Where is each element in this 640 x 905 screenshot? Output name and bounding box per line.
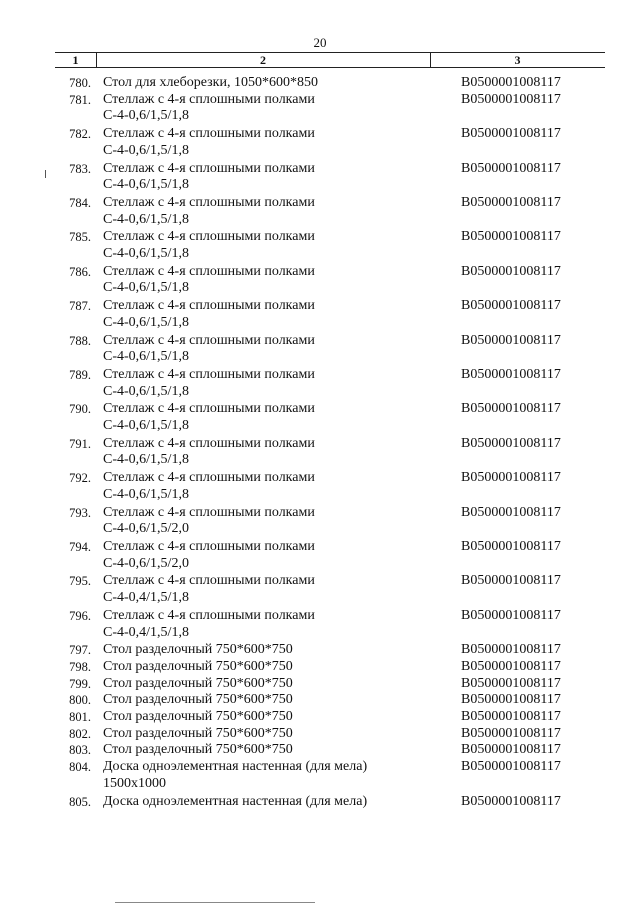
item-name <box>103 692 461 709</box>
table-row <box>0 92 640 125</box>
row-number: 782. <box>69 127 91 142</box>
item-model-line: С-4-0,6/1,5/1,8 <box>103 177 189 193</box>
item-name <box>103 608 461 641</box>
item-model-line: С-4-0,6/1,5/1,8 <box>103 418 189 434</box>
table-row <box>0 742 640 759</box>
item-model-line: С-4-0,6/1,5/1,8 <box>103 211 189 227</box>
item-name <box>103 264 461 297</box>
row-number: 790. <box>69 402 91 417</box>
item-name <box>103 126 461 159</box>
row-number: 797. <box>69 643 91 658</box>
item-name-line: Стеллаж с 4-я сплошными полками <box>103 470 315 486</box>
item-code: В0500001008117 <box>461 75 561 90</box>
item-code: В0500001008117 <box>461 642 561 658</box>
page-number: 20 <box>313 35 327 50</box>
item-name-line: Стол для хлеборезки, 1050*600*850 <box>103 75 318 90</box>
item-code: В0500001008117 <box>461 573 561 589</box>
item-code: В0500001008117 <box>461 91 561 107</box>
table-row <box>0 608 640 641</box>
item-code: В0500001008117 <box>461 692 561 708</box>
item-name <box>103 539 461 572</box>
item-name-line: Стеллаж с 4-я сплошными полками <box>103 504 315 520</box>
item-name <box>103 436 461 469</box>
item-code: В0500001008117 <box>461 401 561 417</box>
item-name-line: Стеллаж с 4-я сплошными полками <box>103 298 315 314</box>
item-code: В0500001008117 <box>461 607 561 623</box>
item-code: В0500001008117 <box>461 470 561 486</box>
item-model-line: С-4-0,4/1,5/1,8 <box>103 590 189 606</box>
item-code: В0500001008117 <box>461 298 561 314</box>
item-name-line: Стеллаж с 4-я сплошными полками <box>103 194 315 210</box>
table-row <box>0 759 640 792</box>
item-model-line: С-4-0,6/1,5/1,8 <box>103 452 189 468</box>
row-number: 792. <box>69 471 91 486</box>
item-code: В0500001008117 <box>461 538 561 554</box>
table-row <box>0 126 640 159</box>
item-name-line: Стеллаж с 4-я сплошными полками <box>103 401 315 417</box>
row-number: 799. <box>69 676 91 691</box>
scan-mark <box>45 170 46 178</box>
item-name <box>103 742 461 759</box>
table-row <box>0 298 640 331</box>
table-row <box>0 401 640 434</box>
row-number: 794. <box>69 539 91 554</box>
table-row <box>0 229 640 262</box>
item-model-line: С-4-0,6/1,5/2,0 <box>103 521 189 537</box>
item-code: В0500001008117 <box>461 160 561 176</box>
item-name <box>103 709 461 726</box>
item-model-line: С-4-0,6/1,5/1,8 <box>103 280 189 296</box>
row-number: 800. <box>69 693 91 708</box>
item-model-line: С-4-0,6/1,5/1,8 <box>103 108 189 124</box>
table-row <box>0 692 640 709</box>
item-model-line: С-4-0,6/1,5/1,8 <box>103 246 189 262</box>
item-name-line: Стеллаж с 4-я сплошными полками <box>103 435 315 451</box>
table-row <box>0 367 640 400</box>
item-name <box>103 298 461 331</box>
item-model-line: 1500х1000 <box>103 775 166 791</box>
item-name <box>103 470 461 503</box>
row-number: 789. <box>69 367 91 382</box>
table-row <box>0 75 640 92</box>
row-number: 801. <box>69 710 91 725</box>
row-number: 788. <box>69 333 91 348</box>
row-number: 784. <box>69 195 91 210</box>
table-row <box>0 264 640 297</box>
item-model-line: С-4-0,6/1,5/1,8 <box>103 314 189 330</box>
item-code: В0500001008117 <box>461 263 561 279</box>
item-model-line: С-4-0,6/1,5/1,8 <box>103 142 189 158</box>
table-row <box>0 161 640 194</box>
row-number: 804. <box>69 760 91 775</box>
item-name-line: Стеллаж с 4-я сплошными полками <box>103 366 315 382</box>
table-body <box>0 75 640 810</box>
scan-mark <box>115 902 315 903</box>
item-name <box>103 505 461 538</box>
row-number: 805. <box>69 794 91 809</box>
item-name-line: Стеллаж с 4-я сплошными полками <box>103 538 315 554</box>
item-model-line: С-4-0,4/1,5/1,8 <box>103 624 189 640</box>
item-model-line: С-4-0,6/1,5/2,0 <box>103 555 189 571</box>
item-name-line: Стеллаж с 4-я сплошными полками <box>103 91 315 107</box>
item-code: В0500001008117 <box>461 675 561 691</box>
table-row <box>0 470 640 503</box>
row-number: 795. <box>69 574 91 589</box>
item-code: В0500001008117 <box>461 504 561 520</box>
item-name <box>103 367 461 400</box>
row-number: 802. <box>69 726 91 741</box>
item-name-line: Стеллаж с 4-я сплошными полками <box>103 263 315 279</box>
item-model-line: С-4-0,6/1,5/1,8 <box>103 383 189 399</box>
table-row <box>0 676 640 693</box>
header-col-1: 1 <box>72 53 79 67</box>
row-number: 783. <box>69 161 91 176</box>
item-name <box>103 676 461 693</box>
item-code: В0500001008117 <box>461 194 561 210</box>
item-code: В0500001008117 <box>461 759 561 775</box>
table-row <box>0 709 640 726</box>
item-code: В0500001008117 <box>461 229 561 245</box>
item-code: В0500001008117 <box>461 793 561 809</box>
item-name <box>103 659 461 676</box>
table-row <box>0 539 640 572</box>
item-name <box>103 759 461 792</box>
table-row <box>0 573 640 606</box>
table-row <box>0 333 640 366</box>
row-number: 803. <box>69 743 91 758</box>
item-code: В0500001008117 <box>461 725 561 741</box>
item-name-line: Стол разделочный 750*600*750 <box>103 709 293 725</box>
table-row <box>0 642 640 659</box>
item-name-line: Доска одноэлементная настенная (для мела) <box>103 759 368 775</box>
item-code: В0500001008117 <box>461 709 561 725</box>
table-row <box>0 505 640 538</box>
item-name-line: Стеллаж с 4-я сплошными полками <box>103 607 315 623</box>
row-number: 791. <box>69 436 91 451</box>
item-name-line: Стол разделочный 750*600*750 <box>103 742 293 758</box>
header-col-3: 3 <box>514 53 521 67</box>
item-name-line: Стол разделочный 750*600*750 <box>103 658 293 674</box>
item-name <box>103 401 461 434</box>
item-code: В0500001008117 <box>461 332 561 348</box>
item-name <box>103 333 461 366</box>
row-number: 796. <box>69 608 91 623</box>
item-name-line: Стол разделочный 750*600*750 <box>103 692 293 708</box>
row-number: 787. <box>69 299 91 314</box>
item-model-line: С-4-0,6/1,5/1,8 <box>103 486 189 502</box>
table-row <box>0 195 640 228</box>
item-code: В0500001008117 <box>461 366 561 382</box>
item-name-line: Стеллаж с 4-я сплошными полками <box>103 229 315 245</box>
row-number: 793. <box>69 505 91 520</box>
item-name-line: Доска одноэлементная настенная (для мела) <box>103 793 368 809</box>
row-number: 780. <box>69 76 91 90</box>
item-name-line: Стеллаж с 4-я сплошными полками <box>103 126 315 142</box>
item-name <box>103 573 461 606</box>
item-name-line: Стол разделочный 750*600*750 <box>103 675 293 691</box>
row-number: 786. <box>69 264 91 279</box>
item-name <box>103 794 461 811</box>
row-number: 798. <box>69 659 91 674</box>
item-code: В0500001008117 <box>461 435 561 451</box>
item-code: В0500001008117 <box>461 742 561 758</box>
item-model-line: С-4-0,6/1,5/1,8 <box>103 349 189 365</box>
table-header <box>55 52 605 68</box>
item-name <box>103 195 461 228</box>
item-name-line: Стол разделочный 750*600*750 <box>103 642 293 658</box>
item-name <box>103 75 461 92</box>
item-code: В0500001008117 <box>461 126 561 142</box>
item-name <box>103 726 461 743</box>
table-row <box>0 659 640 676</box>
item-name-line: Стеллаж с 4-я сплошными полками <box>103 160 315 176</box>
row-number: 785. <box>69 230 91 245</box>
table-row <box>0 794 640 811</box>
item-name-line: Стол разделочный 750*600*750 <box>103 725 293 741</box>
header-col-2: 2 <box>260 53 266 67</box>
item-name <box>103 229 461 262</box>
item-name <box>103 92 461 125</box>
item-name-line: Стеллаж с 4-я сплошными полками <box>103 332 315 348</box>
item-name-line: Стеллаж с 4-я сплошными полками <box>103 573 315 589</box>
item-code: В0500001008117 <box>461 658 561 674</box>
item-name <box>103 642 461 659</box>
item-name <box>103 161 461 194</box>
table-row <box>0 436 640 469</box>
row-number: 781. <box>69 92 91 107</box>
table-row <box>0 726 640 743</box>
